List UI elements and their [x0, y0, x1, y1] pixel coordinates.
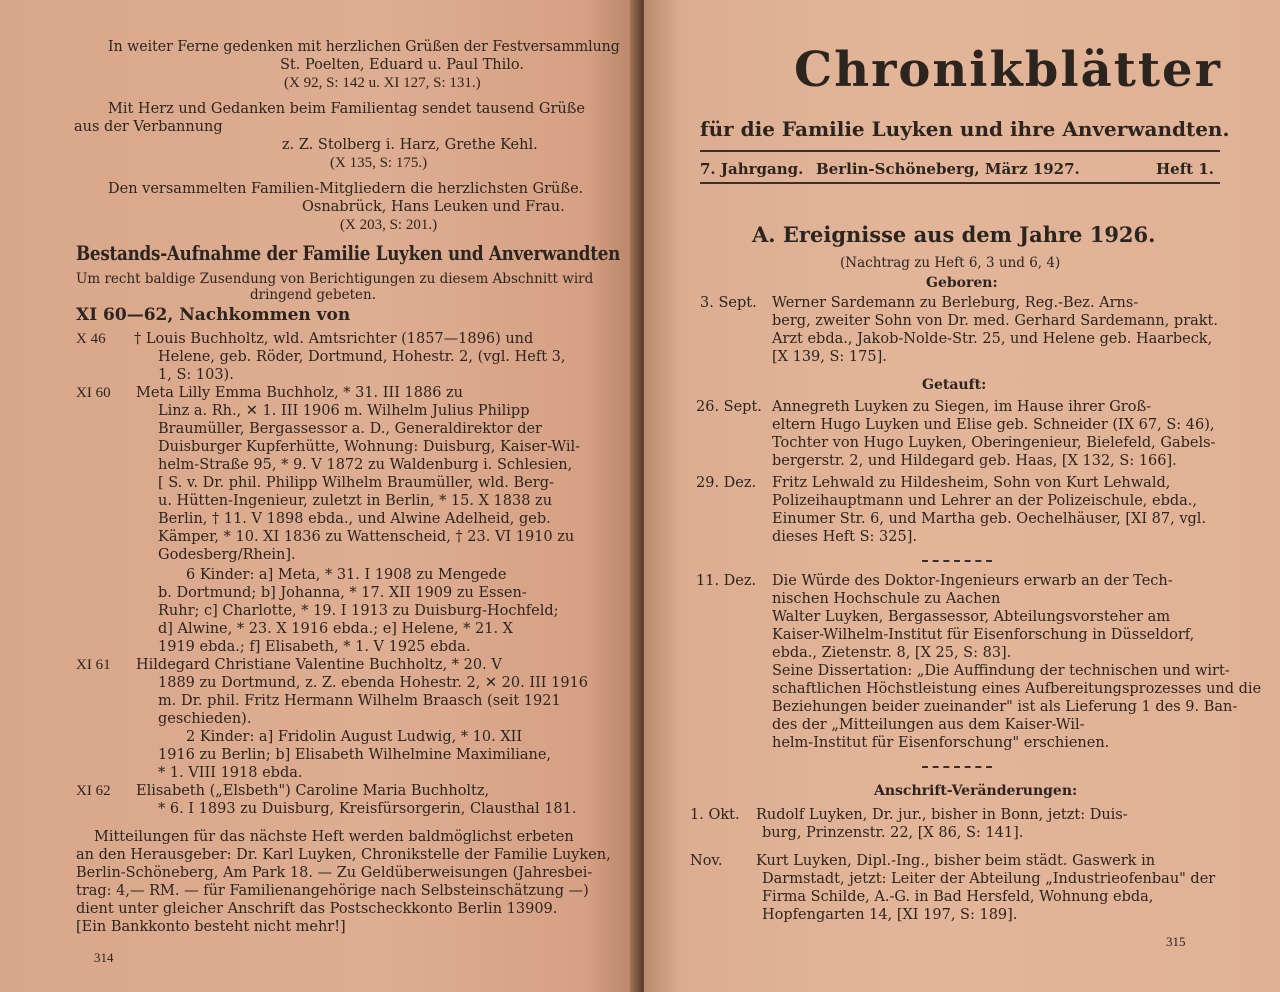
page-number: 314 — [94, 950, 114, 965]
entry-line: * 6. I 1893 zu Duisburg, Kreisfürsorgerin, Clausthal 181. — [158, 801, 577, 817]
event-line: schaftlichen Höchstleistung eines Aufbereitungsprozesses und die — [772, 681, 1262, 697]
event-line: burg, Prinzenstr. 22, [X 86, S: 141]. — [762, 825, 1024, 841]
greeting-3-line-2: Osnabrück, Hans Leuken und Frau. — [302, 199, 565, 215]
event-date: 26. Sept. — [696, 399, 762, 415]
greeting-1-line-1: In weiter Ferne gedenken mit herzlichen Grüßen der Festversammlung — [108, 39, 620, 55]
entry-line: Braumüller, Bergassessor a. D., Generaldirektor der — [158, 421, 542, 437]
group-heading-baptized: Getauft: — [922, 377, 987, 393]
event-line: Die Würde des Doktor-Ingenieurs erwarb an der Tech- — [772, 573, 1173, 589]
masthead-subtitle: für die Familie Luyken und ihre Anverwandten. — [700, 117, 1230, 141]
notice-line: an den Herausgeber: Dr. Karl Luyken, Chronikstelle der Familie Luyken, — [76, 847, 611, 863]
event-line: Annegreth Luyken zu Siegen, im Hause ihrer Groß- — [772, 399, 1152, 415]
entry-line: † Louis Buchholtz, wld. Amtsrichter (1857—1896) und — [134, 331, 534, 347]
greeting-2-line-4: (X 135, S: 175.) — [330, 155, 428, 171]
right-page — [644, 0, 1280, 992]
children-line: d] Alwine, * 23. X 1916 ebda.; e] Helene, * 21. X — [158, 621, 513, 637]
masthead-title: Chronikblätter — [794, 42, 1222, 98]
entry-line: 1, S: 103). — [158, 367, 234, 383]
event-date: 29. Dez. — [696, 475, 757, 491]
event-line: Hopfengarten 14, [XI 197, S: 189]. — [762, 907, 1018, 923]
event-line: dieses Heft S: 325]. — [772, 529, 917, 545]
subsection-title: XI 60—62, Nachkommen von — [76, 305, 351, 325]
greeting-2-line-3: z. Z. Stolberg i. Harz, Grethe Kehl. — [282, 137, 538, 153]
entry-line: Kämper, * 10. XI 1836 zu Wattenscheid, † 23. VI 1910 zu — [158, 529, 575, 545]
event-line: berg, zweiter Sohn von Dr. med. Gerhard Sardemann, prakt. — [772, 313, 1218, 329]
notice-line: [Ein Bankkonto besteht nicht mehr!] — [76, 919, 346, 935]
greeting-3-line-3: (X 203, S: 201.) — [340, 217, 438, 233]
event-line: Beziehungen beider zueinander" ist als Lieferung 1 des 9. Ban- — [772, 699, 1238, 715]
event-line: Werner Sardemann zu Berleburg, Reg.-Bez. Arns- — [772, 295, 1139, 311]
entry-line: [ S. v. Dr. phil. Philipp Wilhelm Braumüller, wld. Berg- — [158, 475, 554, 491]
group-heading-born: Geboren: — [926, 275, 998, 291]
children-line: 1916 zu Berlin; b] Elisabeth Wilhelmine Maximiliane, — [158, 747, 552, 763]
event-line: Kaiser-Wilhelm-Institut für Eisenforschung in Düsseldorf, — [772, 627, 1195, 643]
entry-line: Linz a. Rh., ✕ 1. III 1906 m. Wilhelm Julius Philipp — [158, 403, 530, 419]
header-rule-bottom — [700, 182, 1220, 184]
group-heading-address: Anschrift-Veränderungen: — [874, 783, 1078, 799]
event-line: nischen Hochschule zu Aachen — [772, 591, 1001, 607]
section-note-line-2: dringend gebeten. — [250, 287, 377, 303]
event-line: Rudolf Luyken, Dr. jur., bisher in Bonn, jetzt: Duis- — [756, 807, 1128, 823]
left-page — [0, 0, 636, 992]
entry-line: Helene, geb. Röder, Dortmund, Hohestr. 2, (vgl. Heft 3, — [158, 349, 566, 365]
event-line: Darmstadt, jetzt: Leiter der Abteilung „Industrieofenbau" der — [762, 871, 1216, 887]
section-title: Bestands-Aufnahme der Familie Luyken und Anverwandten — [76, 241, 621, 265]
entry-id: XI 62 — [76, 783, 111, 799]
separator-dashes — [922, 766, 992, 768]
entry-line: m. Dr. phil. Fritz Hermann Wilhelm Braasch (seit 1921 — [158, 693, 561, 709]
notice-line: trag: 4,— RM. — für Familienangehörige nach Selbsteinschätzung —) — [76, 883, 589, 899]
entry-line: u. Hütten-Ingenieur, zuletzt in Berlin, * 15. X 1838 zu — [158, 493, 553, 509]
event-date: 3. Sept. — [700, 295, 757, 311]
events-note: (Nachtrag zu Heft 6, 3 und 6, 4) — [840, 255, 1061, 271]
greeting-1-line-2: St. Poelten, Eduard u. Paul Thilo. — [280, 57, 524, 73]
greeting-2-line-2: aus der Verbannung — [74, 119, 223, 135]
event-line: Walter Luyken, Bergassessor, Abteilungsvorsteher am — [772, 609, 1171, 625]
notice-line: Berlin-Schöneberg, Am Park 18. — Zu Geldüberweisungen (Jahresbei- — [76, 865, 593, 881]
separator-dashes — [922, 560, 992, 562]
greeting-3-line-1: Den versammelten Familien-Mitgliedern die herzlichsten Grüße. — [108, 181, 584, 197]
event-line: Tochter von Hugo Luyken, Oberingenieur, Bielefeld, Gabels- — [772, 435, 1216, 451]
page-number: 315 — [1166, 934, 1186, 949]
entry-line: geschieden). — [158, 711, 252, 727]
event-line: des der „Mitteilungen aus dem Kaiser-Wil- — [772, 717, 1085, 733]
event-date: 11. Dez. — [696, 573, 757, 589]
children-line: 1919 ebda.; f] Elisabeth, * 1. V 1925 ebda. — [158, 639, 471, 655]
entry-id: X 46 — [76, 331, 106, 347]
entry-line: Hildegard Christiane Valentine Buchholtz, * 20. V — [136, 657, 502, 673]
entry-line: Elisabeth („Elsbeth") Caroline Maria Buchholtz, — [136, 783, 490, 799]
entry-id: XI 60 — [76, 385, 111, 401]
event-line: ebda., Zietenstr. 8, [X 25, S: 83]. — [772, 645, 1012, 661]
event-line: Firma Schilde, A.-G. in Bad Hersfeld, Wohnung ebda, — [762, 889, 1154, 905]
entry-id: XI 61 — [76, 657, 111, 673]
event-line: bergerstr. 2, und Hildegard geb. Haas, [X 132, S: 166]. — [772, 453, 1177, 469]
entry-line: Meta Lilly Emma Buchholz, * 31. III 1886 zu — [136, 385, 464, 401]
children-line: b. Dortmund; b] Johanna, * 17. XII 1909 zu Essen- — [158, 585, 527, 601]
event-date: 1. Okt. — [690, 807, 740, 823]
event-line: Fritz Lehwald zu Hildesheim, Sohn von Kurt Lehwald, — [772, 475, 1171, 491]
event-line: Kurt Luyken, Dipl.-Ing., bisher beim städt. Gaswerk in — [756, 853, 1156, 869]
notice-line: Mitteilungen für das nächste Heft werden baldmöglichst erbeten — [94, 829, 574, 845]
event-line: [X 139, S: 175]. — [772, 349, 887, 365]
greeting-2-line-1: Mit Herz und Gedanken beim Familientag sendet tausend Grüße — [108, 101, 586, 117]
entry-line: Godesberg/Rhein]. — [158, 547, 296, 563]
event-line: Einumer Str. 6, und Martha geb. Oechelhäuser, [XI 87, vgl. — [772, 511, 1207, 527]
children-line: 6 Kinder: a] Meta, * 31. I 1908 zu Mengede — [186, 567, 507, 583]
children-line: Ruhr; c] Charlotte, * 19. I 1913 zu Duisburg-Hochfeld; — [158, 603, 559, 619]
children-line: * 1. VIII 1918 ebda. — [158, 765, 303, 781]
issue-place-date: Berlin-Schöneberg, März 1927. — [816, 160, 1080, 178]
issue-number: Heft 1. — [1156, 160, 1214, 178]
event-line: helm-Institut für Eisenforschung" erschienen. — [772, 735, 1110, 751]
section-note-line-1: Um recht baldige Zusendung von Berichtigungen zu diesem Abschnitt wird — [76, 271, 594, 287]
event-date: Nov. — [690, 853, 723, 869]
header-rule-top — [700, 150, 1220, 152]
issue-year: 7. Jahrgang. — [700, 160, 804, 178]
greeting-1-line-3: (X 92, S: 142 u. XI 127, S: 131.) — [284, 75, 481, 91]
entry-line: Duisburger Kupferhütte, Wohnung: Duisburg, Kaiser-Wil- — [158, 439, 581, 455]
entry-line: helm-Straße 95, * 9. V 1872 zu Waldenburg i. Schlesien, — [158, 457, 573, 473]
entry-line: 1889 zu Dortmund, z. Z. ebenda Hohestr. 2, ✕ 20. III 1916 — [158, 675, 589, 691]
notice-line: dient unter gleicher Anschrift das Postscheckkonto Berlin 13909. — [76, 901, 558, 917]
event-line: Arzt ebda., Jakob-Nolde-Str. 25, und Helene geb. Haarbeck, — [772, 331, 1213, 347]
entry-line: Berlin, † 11. V 1898 ebda., und Alwine Adelheid, geb. — [158, 511, 551, 527]
event-line: Seine Dissertation: „Die Auffindung der technischen und wirt- — [772, 663, 1230, 679]
event-line: Polizeihauptmann und Lehrer an der Polizeischule, ebda., — [772, 493, 1198, 509]
event-line: eltern Hugo Luyken und Elise geb. Schneider (IX 67, S: 46), — [772, 417, 1215, 433]
events-title: A. Ereignisse aus dem Jahre 1926. — [752, 222, 1156, 247]
children-line: 2 Kinder: a] Fridolin August Ludwig, * 10. XII — [186, 729, 523, 745]
